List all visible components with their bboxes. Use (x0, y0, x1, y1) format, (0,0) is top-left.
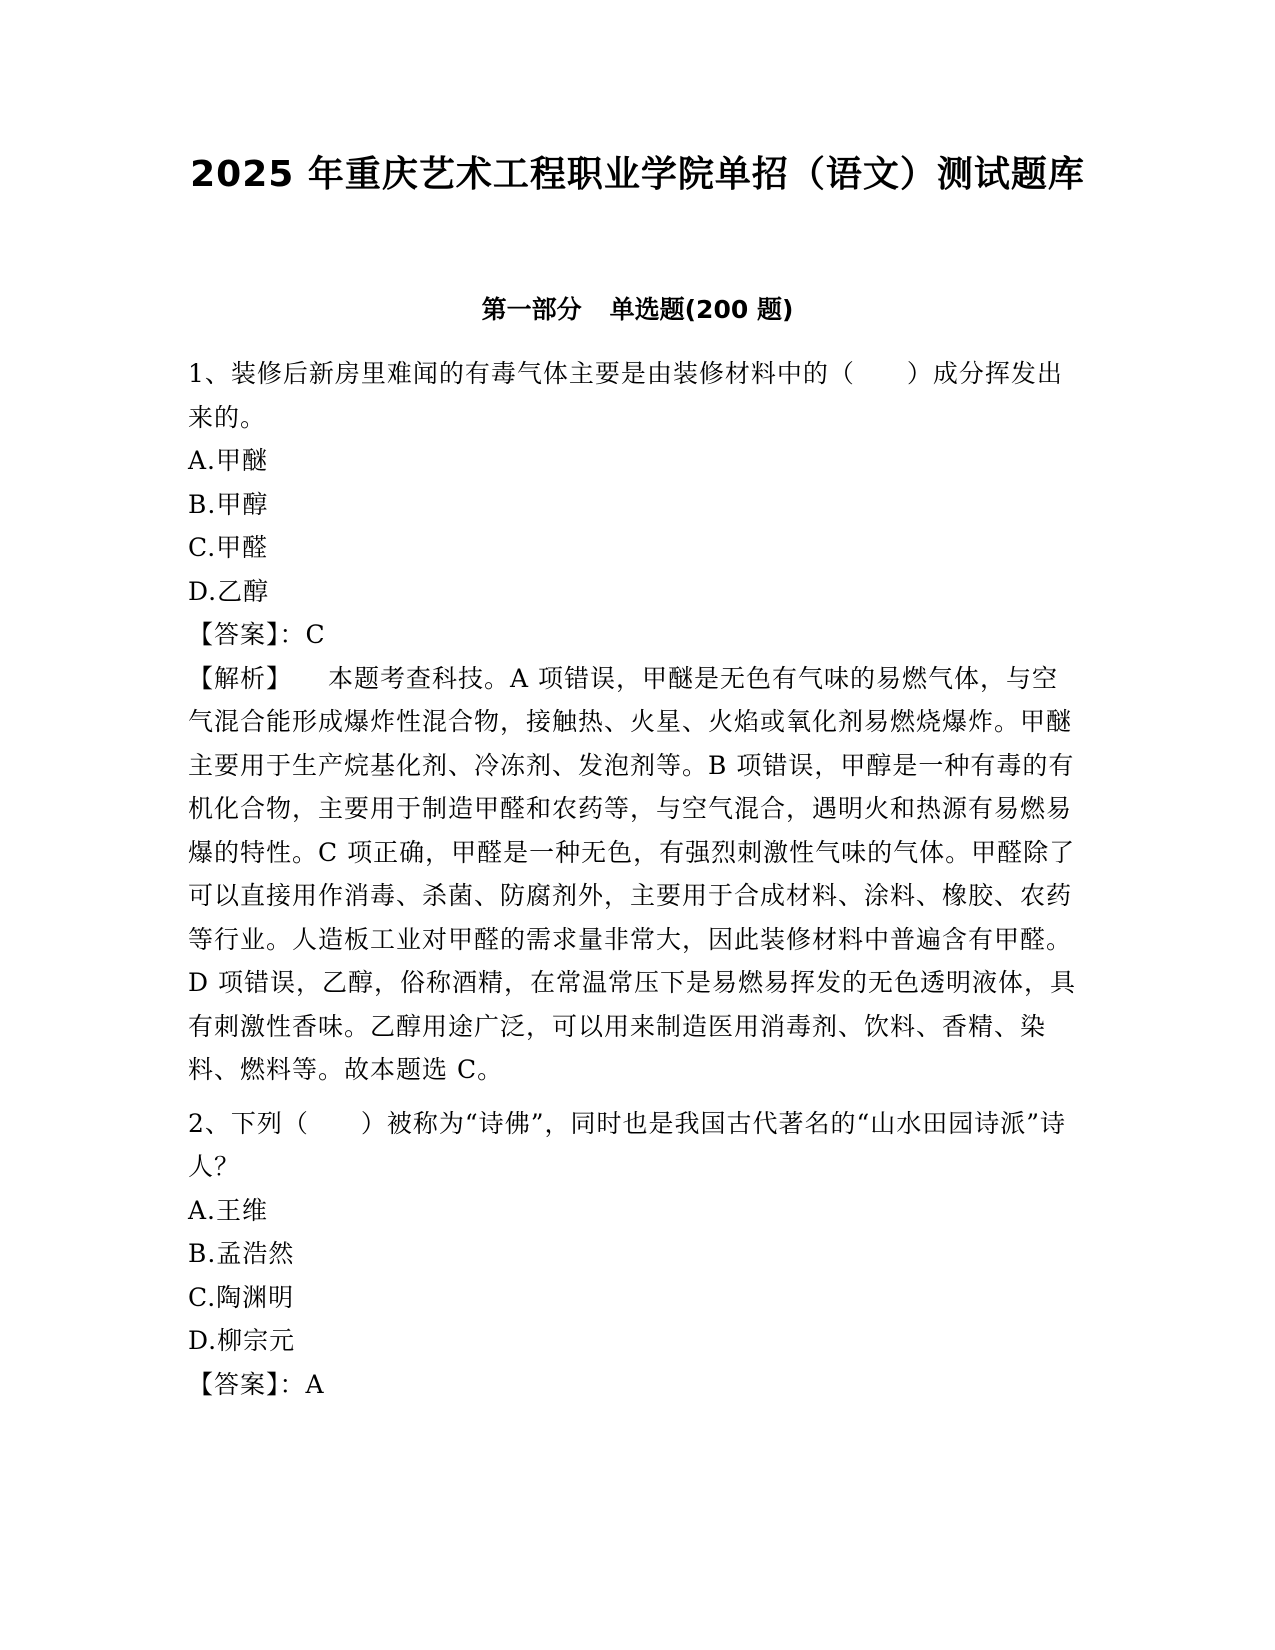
answer-line (188, 613, 1078, 657)
analysis-label: 【解析】 (188, 663, 293, 693)
option-c: C.陶渊明 (188, 1282, 295, 1312)
question-stem: 1、装修后新房里难闻的有毒气体主要是由装修材料中的（ ）成分挥发出来的。 (188, 359, 1063, 432)
answer-value: ：C (279, 620, 326, 649)
option-a: A.王维 (188, 1195, 269, 1225)
option-c: C.甲醛 (188, 533, 269, 562)
option-d: D.乙醇 (188, 576, 270, 606)
document-title: 2025 年重庆艺术工程职业学院单招（语文）测试题库 (190, 154, 1085, 195)
option-b: B.孟浩然 (188, 1239, 295, 1268)
answer-value: ：A (279, 1369, 325, 1399)
section-part: 第一部分 (481, 295, 582, 324)
question-1 (188, 352, 1078, 1092)
question-stem: 2、下列（ ）被称为“诗佛”，同时也是我国古代著名的“山水田园诗派”诗人？ (188, 1108, 1067, 1181)
option-a: A.甲醚 (188, 446, 269, 475)
analysis (188, 657, 1078, 1092)
analysis-text: 本题考查科技。A 项错误，甲醚是无色有气味的易燃气体，与空气混合能形成爆炸性混合物，接触热、火星、火焰或氧化剂易燃烧爆炸。甲醚主要用于生产烷基化剂、冷冻剂、发泡剂等。B 项错误，甲醇是一种有毒的有机化合物，主要用于制造甲醛和农药等，与空气混合，遇明火和热源有易燃易爆的特性。C 项正确，甲醛是一种无色，有强烈刺激性气味的气体。甲醛除了可以直接用作消毒、杀菌、防腐剂外，主要用于合成材料、涂料、橡胶、农药等行业。人造板工业对甲醛的需求量非常大，因此装修材料中普遍含有甲醛。D 项错误，乙醇，俗称酒精，在常温常压下是易燃易挥发的无色透明液体，具有刺激性香味。乙醇用途广泛，可以用来制造医用消毒剂、饮料、香精、染料、燃料等。故本题选 C。 (188, 663, 1076, 1084)
option-b: B.甲醇 (188, 489, 269, 519)
section-heading (0, 292, 1275, 328)
answer-label: 【答案】 (188, 620, 280, 649)
section-name: 单选题(200 题) (609, 295, 794, 324)
answer-line (188, 1363, 1078, 1407)
option-d: D.柳宗元 (188, 1326, 296, 1355)
answer-label: 【答案】 (188, 1369, 280, 1399)
question-2 (188, 1102, 1078, 1407)
question-list (188, 352, 1078, 1406)
